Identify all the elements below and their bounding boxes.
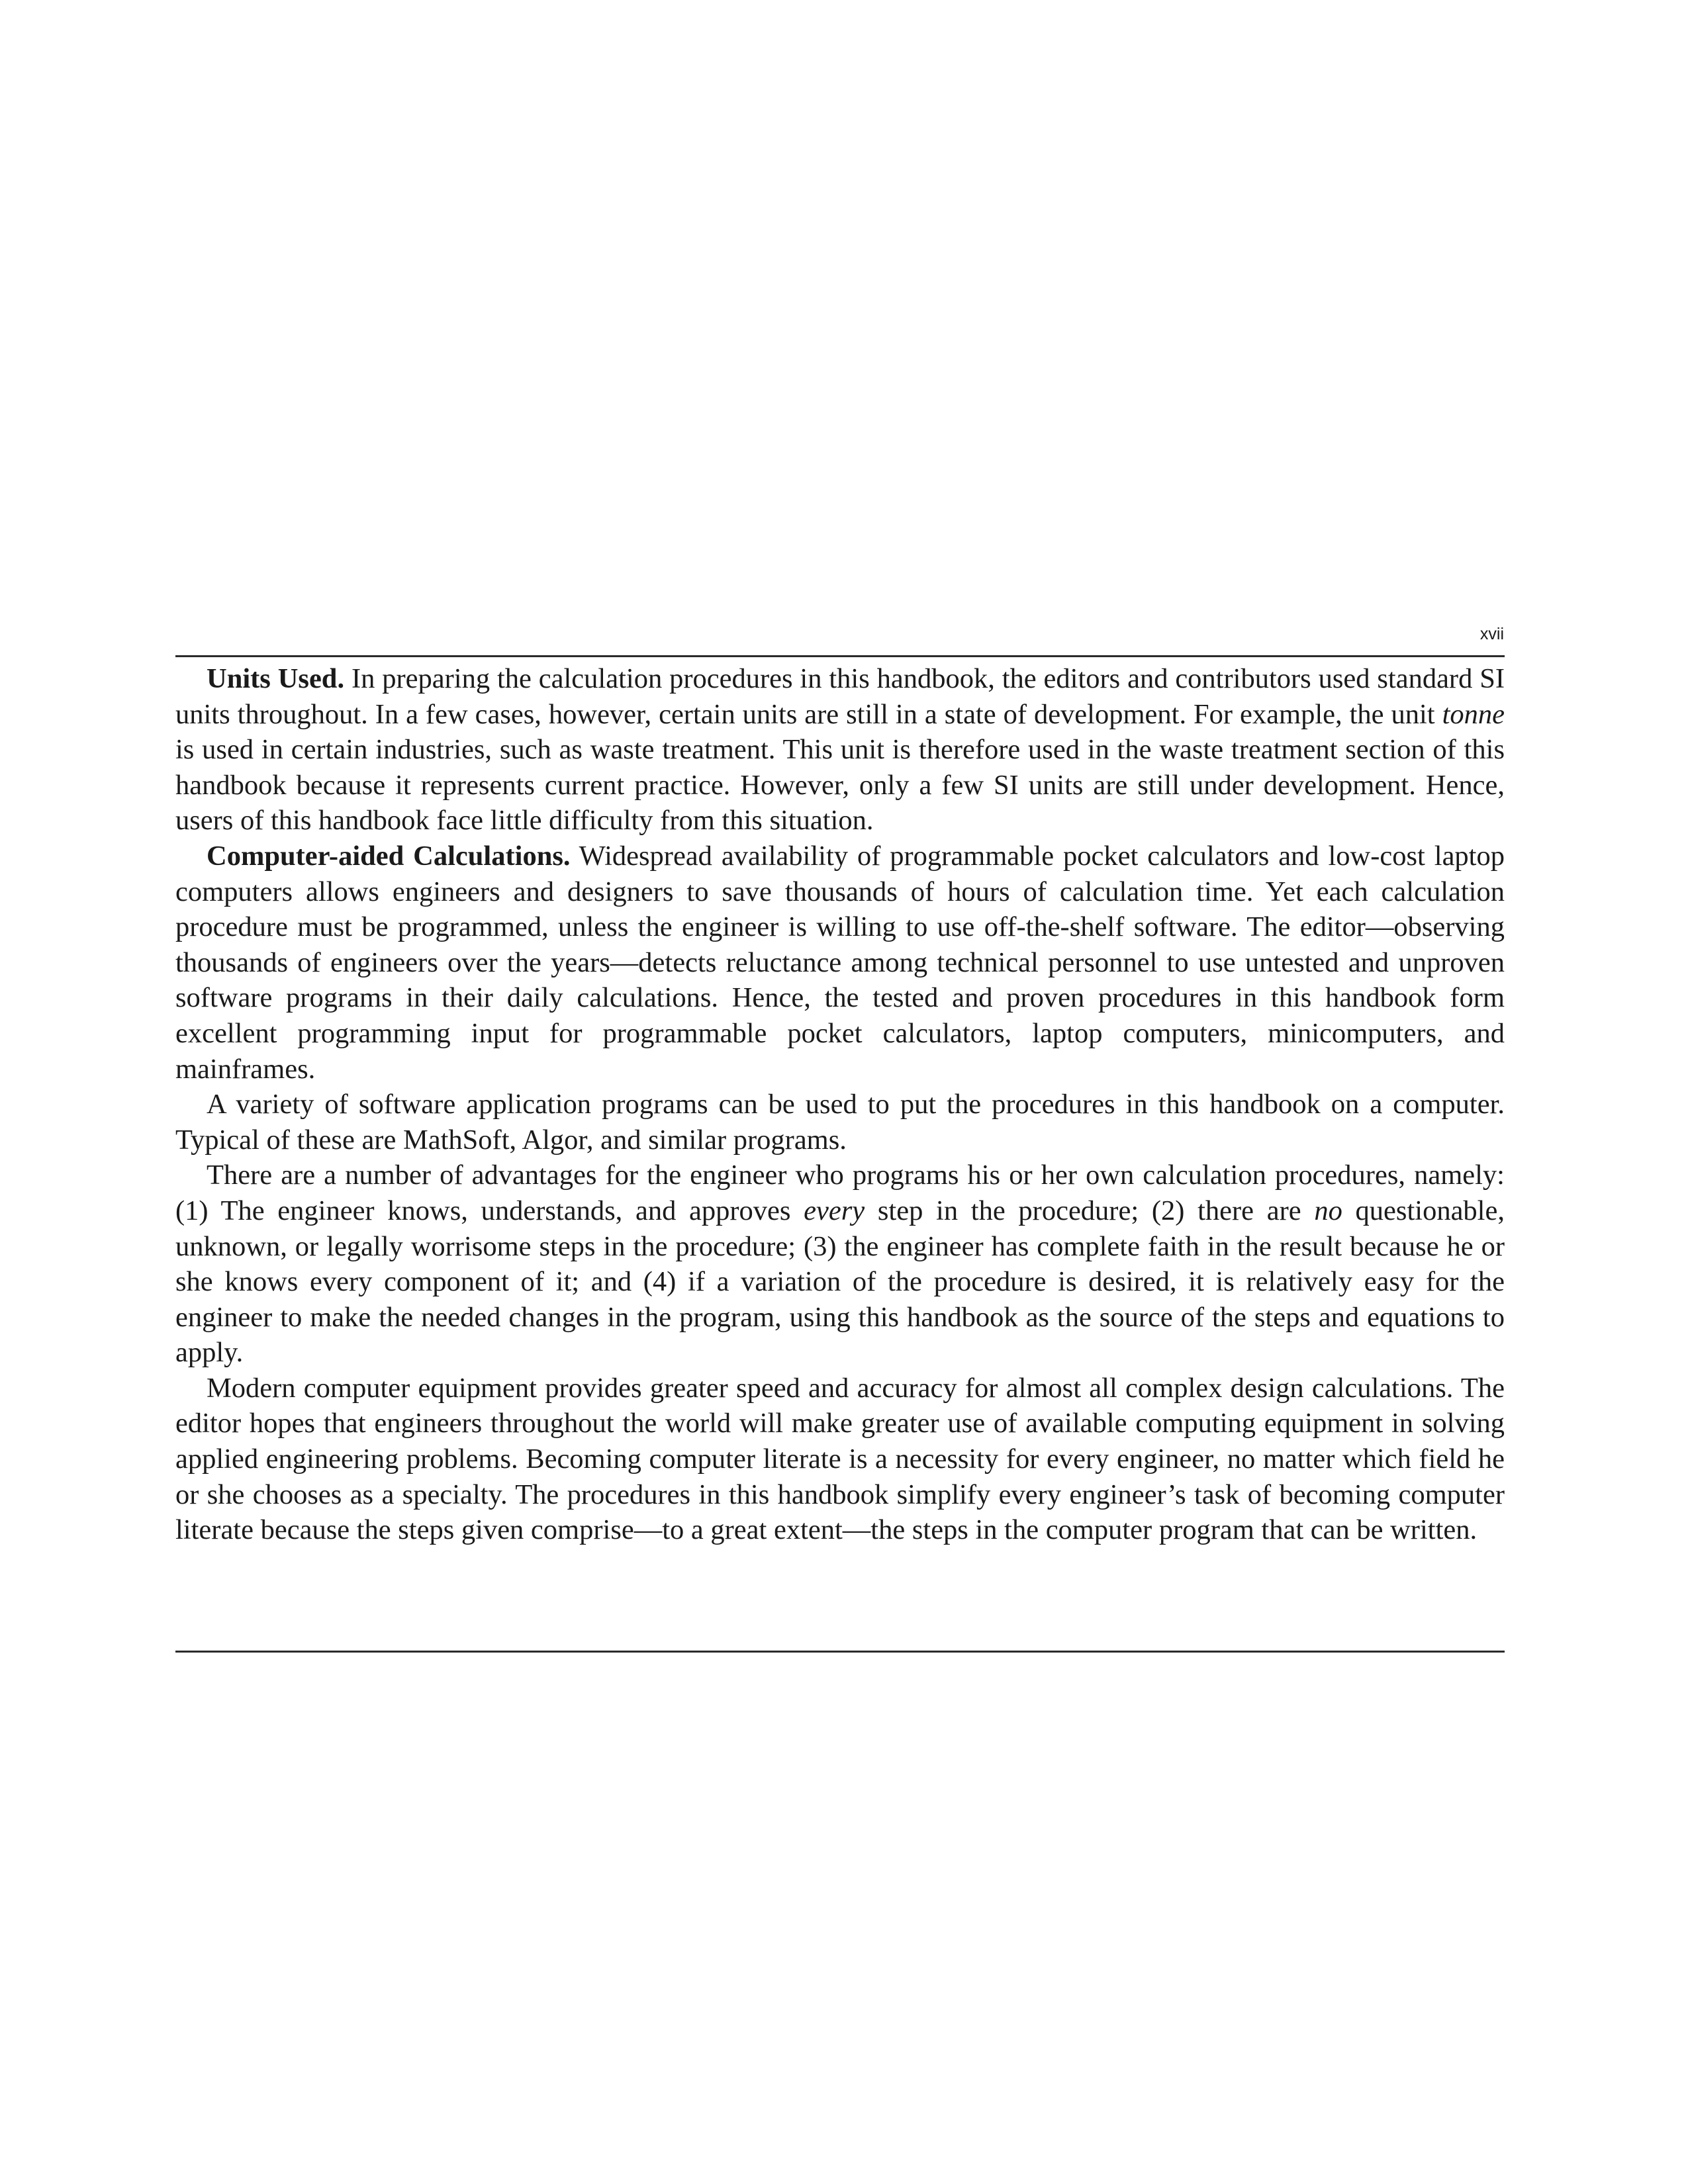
paragraph-advantages: [175, 1158, 1505, 1371]
run-in-heading: Units Used.: [207, 663, 345, 694]
emphasis-text: no: [1314, 1195, 1342, 1226]
paragraph-text: Modern computer equipment provides greater speed and accuracy for almost all complex design calculations. The editor hopes that engineers throughout the world will make greater use of available computing equipment in solving applied engineering problems. Becoming computer literate is a necessity for every engineer, no matter which field he or she chooses as a specialty. The procedures in this handbook simplify every engineer’s task of becoming computer literate because the steps given comprise—to a great extent—the steps in the computer program that can be written.: [175, 1372, 1505, 1546]
run-in-heading: Computer-aided Calculations.: [207, 840, 571, 872]
top-rule: [175, 655, 1505, 657]
paragraph-text: A variety of software application programs can be used to put the procedures in this handbook on a computer. Typical of these are MathSoft, Algor, and similar programs.: [175, 1089, 1505, 1156]
paragraph-computer-aided-calculations: [175, 839, 1505, 1087]
paragraph-text: step in the procedure; (2) there are: [865, 1195, 1315, 1226]
paragraph-text: Widespread availability of programmable pocket calculators and low-cost laptop computers allows engineers and designers to save thousands of hours of calculation time. Yet each calculation procedure must be programmed, unless the engineer is willing to use off-the-shelf software. The editor—observing thousands of engineers over the years—detects reluctance among technical personnel to use untested and unproven software programs in their daily calculations. Hence, the tested and proven procedures in this handbook form excellent programming input for programmable pocket calculators, laptop computers, minicomputers, and mainframes.: [175, 840, 1505, 1085]
paragraph-text: questionable, unknown, or legally worrisome steps in the procedure; (3) the engineer has complete faith in the result because he or she knows every component of it; and (4) if a variation of the procedure is desired, it is relatively easy for the engineer to make the needed changes in the program, using this handbook as the source of the steps and equations to apply.: [175, 1195, 1505, 1369]
emphasis-text: tonne: [1442, 698, 1505, 730]
paragraph-modern-equipment: [175, 1371, 1505, 1548]
body-text: [175, 661, 1505, 1548]
paragraph-software-programs: [175, 1087, 1505, 1158]
paragraph-text: There are a number of advantages for the engineer who programs his or her own calculation procedures, namely: (1) The engineer knows, understands, and approves: [175, 1160, 1505, 1226]
page-number: xvii: [1479, 625, 1504, 643]
emphasis-text: every: [804, 1195, 865, 1226]
paragraph-text: In preparing the calculation procedures in this handbook, the editors and contributors used standard SI units throughout. In a few cases, however, certain units are still in a state of development. For example, the unit: [175, 663, 1505, 730]
paragraph-text: is used in certain industries, such as waste treatment. This unit is therefore used in the waste treatment section of this handbook because it represents current practice. However, only a few SI units are still under development. Hence, users of this handbook face little difficulty from this situation.: [175, 734, 1505, 837]
bottom-rule: [175, 1651, 1505, 1653]
paragraph-units-used: [175, 661, 1505, 839]
